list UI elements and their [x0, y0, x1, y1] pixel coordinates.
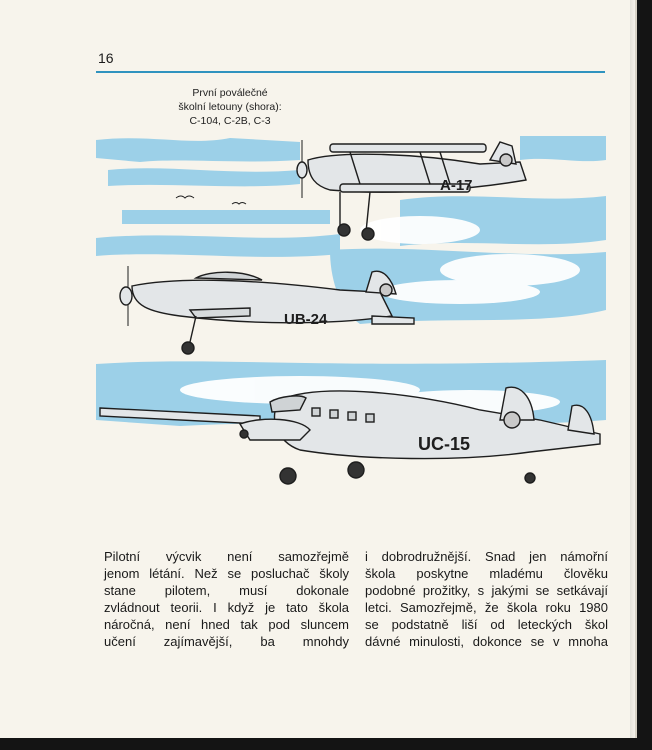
caption-line: První poválečné	[192, 87, 268, 99]
text-line: i dobrodružnější. Snad jen námořní	[365, 549, 608, 564]
page-edge-shadow	[630, 0, 636, 738]
text-line: Pilotní výcvik není samozřejmě	[104, 549, 349, 564]
caption-line: školní letouny (shora):	[178, 101, 282, 113]
caption-line: C-104, C-2B, C-3	[189, 115, 271, 127]
text-line: škola poskytne mladému člověku	[365, 566, 608, 581]
birds	[176, 196, 246, 204]
page-number: 16	[98, 50, 114, 66]
text-line: náročná, není hned tak pod sluncem	[104, 617, 349, 632]
text-line: učení zajímavější, ba mnohdy	[104, 634, 349, 649]
text-line: se podstatně liší od leteckých škol	[365, 617, 608, 632]
header-rule	[96, 71, 605, 73]
text-line: dávné minulosti, dokonce se v mnoha	[365, 634, 608, 649]
aircraft-illustration	[0, 120, 635, 510]
aircraft-label: UB-24	[284, 311, 328, 328]
text-line: jenom létání. Než se posluchač školy	[104, 566, 349, 581]
aircraft-label: A-17	[440, 177, 473, 194]
text-line: stane pilotem, musí dokonale	[104, 583, 349, 598]
left-text-column	[104, 548, 349, 650]
right-text-column	[365, 548, 608, 650]
text-line: letci. Samozřejmě, že škola roku 1980	[365, 600, 608, 615]
text-line: zvládnout teorii. I když je tato škola	[104, 600, 349, 615]
text-line: podobné prožitky, s jakými se setkávají	[365, 583, 608, 598]
aircraft-label: UC-15	[418, 434, 471, 454]
monoplane-aircraft	[120, 266, 414, 354]
